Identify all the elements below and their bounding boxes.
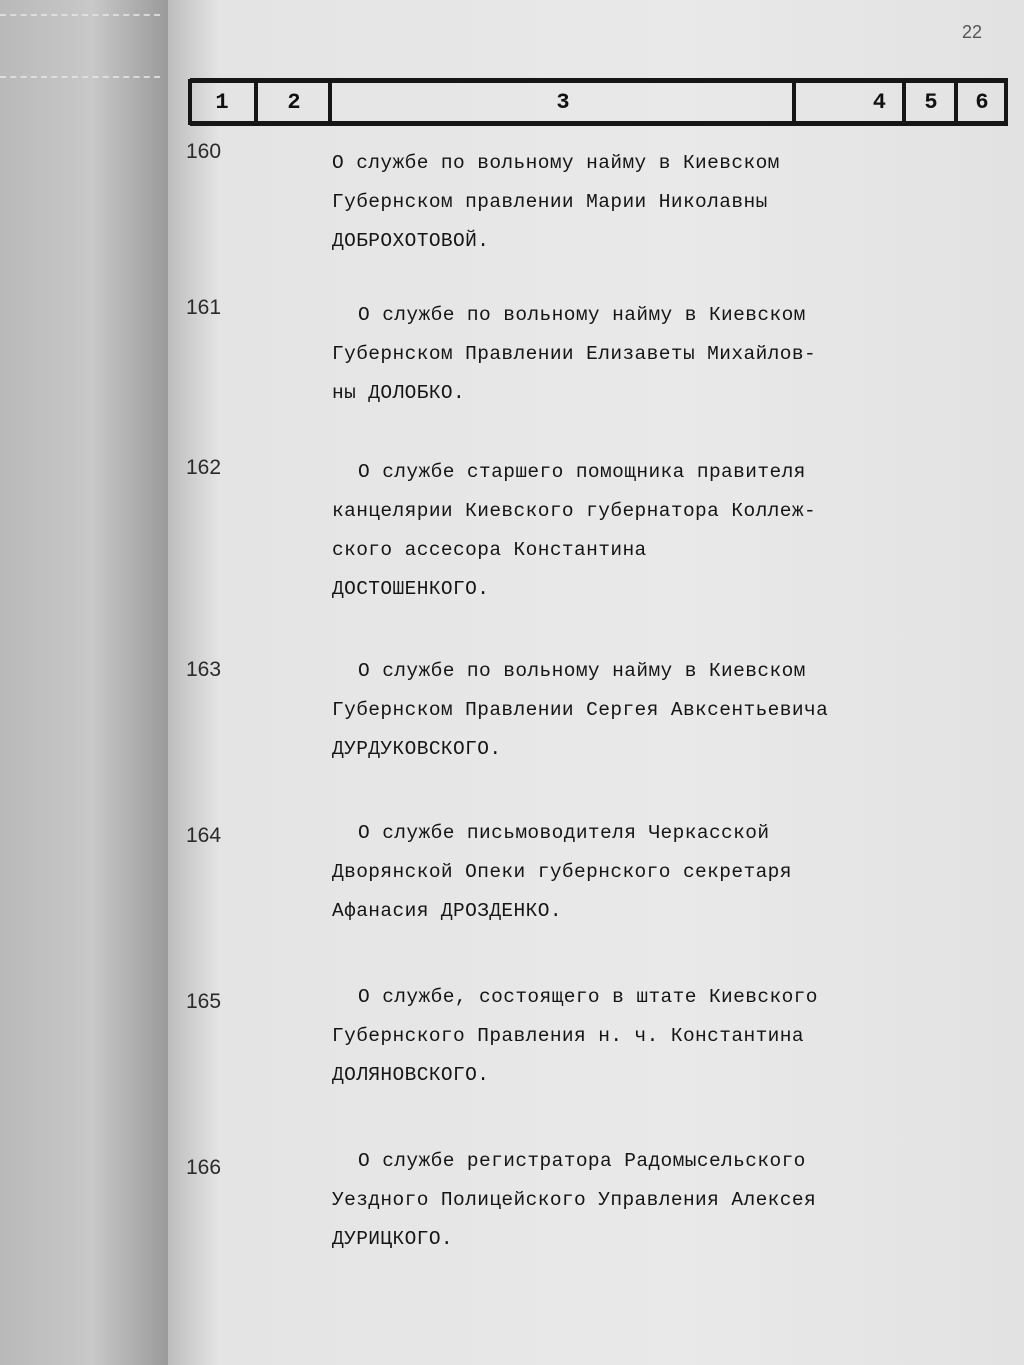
entry-line: О службе, состоящего в штате Киевского xyxy=(358,986,818,1008)
entry-number: 160 xyxy=(186,140,222,163)
entry-text xyxy=(332,453,892,609)
entry-number: 163 xyxy=(186,658,222,681)
entry-number: 165 xyxy=(186,990,222,1013)
entry-text xyxy=(332,978,892,1095)
entry-line: Афанасия ДРОЗДЕНКО. xyxy=(332,900,562,922)
column-header-row xyxy=(190,78,1008,126)
entry-line: О службе по вольному найму в Киевском xyxy=(358,660,806,682)
entry-line: ДОБРОХОТОВОЙ. xyxy=(332,230,490,252)
entry-line: ского ассесора Константина xyxy=(332,539,647,561)
entry-line: О службе регистратора Радомысельского xyxy=(358,1150,806,1172)
entry-number: 161 xyxy=(186,296,222,319)
entry-line: Уездного Полицейского Управления Алексея xyxy=(332,1189,817,1211)
entry-line: О службе старшего помощника правителя xyxy=(358,461,806,483)
header-col-6: 6 xyxy=(975,89,989,115)
entry-line: О службе письмоводителя Черкасской xyxy=(358,822,770,844)
header-col-3: 3 xyxy=(556,89,570,115)
header-divider xyxy=(1004,79,1008,125)
page-number: 22 xyxy=(961,22,982,42)
entry-line: ДУРДУКОВСКОГО. xyxy=(332,738,502,760)
entry-text xyxy=(332,144,892,261)
entry-text xyxy=(332,814,892,931)
entry-line: Губернском Правлении Сергея Авксентьевича xyxy=(332,699,829,721)
header-col-2: 2 xyxy=(287,89,301,115)
entry-text xyxy=(332,1142,892,1259)
entry-line: Дворянской Опеки губернского секретаря xyxy=(332,861,792,883)
entry-line: Губернском правлении Марии Николавны xyxy=(332,191,768,213)
entry-line: О службе по вольному найму в Киевском xyxy=(358,304,806,326)
entry-line: канцелярии Киевского губернатора Коллеж- xyxy=(332,500,817,522)
entry-line: Губернском Правлении Елизаветы Михайлов- xyxy=(332,343,817,365)
entry-number: 162 xyxy=(186,456,222,479)
entry-number: 166 xyxy=(186,1156,222,1179)
entry-line: ны ДОЛОБКО. xyxy=(332,382,466,404)
entry-text xyxy=(332,652,892,769)
entry-line: ДОЛЯНОВСКОГО. xyxy=(332,1064,490,1086)
header-col-5: 5 xyxy=(924,89,938,115)
entry-line: Губернского Правления н. ч. Константина xyxy=(332,1025,804,1047)
entry-number: 164 xyxy=(186,824,222,847)
entry-line: О службе по вольному найму в Киевском xyxy=(332,152,780,174)
header-col-4: 4 xyxy=(872,89,886,115)
left-facing-page xyxy=(0,0,168,1365)
entry-line: ДОСТОШЕНКОГО. xyxy=(332,578,490,600)
entry-line: ДУРИЦКОГО. xyxy=(332,1228,454,1250)
binding-stitch xyxy=(0,14,160,78)
entry-text xyxy=(332,296,892,413)
header-col-1: 1 xyxy=(215,89,229,115)
